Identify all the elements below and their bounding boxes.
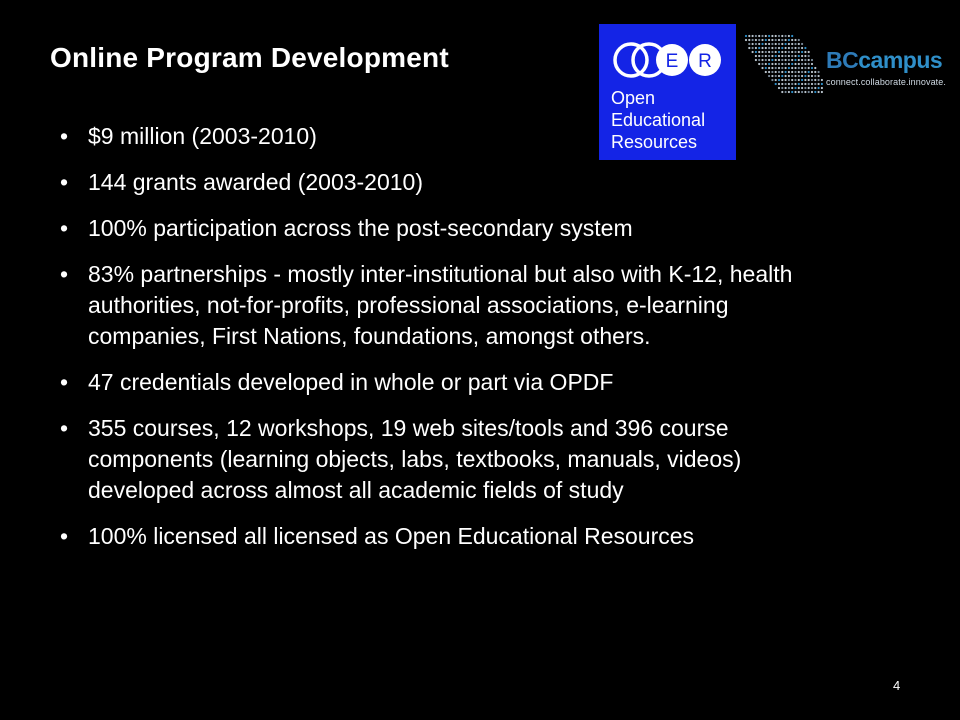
bullet-item <box>60 521 850 552</box>
bullet-dot: • <box>60 261 69 287</box>
bullet-text: 83% partnerships - mostly inter-institutional but also with K-12, health authorities, not-for-profits, professional associations, e-learning companies, First Nations, foundations, amongst others. <box>88 261 793 349</box>
oer-line-resources: Resources <box>611 132 698 152</box>
bullet-item <box>60 167 850 198</box>
bullet-item <box>60 367 850 398</box>
bullet-list <box>60 121 850 567</box>
bullet-dot: • <box>60 123 69 149</box>
bc-map-icon <box>744 34 824 96</box>
oer-line-educational: Educational <box>611 110 706 130</box>
bccampus-wordmark-bc: BC <box>826 47 859 73</box>
bullet-text: 355 courses, 12 workshops, 19 web sites/tools and 396 course components (learning objects, labs, textbooks, manuals, videos) developed across almost all academic fields of study <box>88 415 742 503</box>
bullet-text: 144 grants awarded (2003-2010) <box>88 169 424 195</box>
oer-line-open: Open <box>611 88 656 108</box>
bccampus-tagline: connect.collaborate.innovate. <box>826 77 946 87</box>
bullet-dot: • <box>60 169 69 195</box>
bullet-dot: • <box>60 215 69 241</box>
page-number: 4 <box>893 678 901 693</box>
oer-letter-r: R <box>698 51 712 72</box>
bullet-dot: • <box>60 369 69 395</box>
bullet-item <box>60 413 850 506</box>
bullet-dot: • <box>60 523 69 549</box>
bullet-item <box>60 121 850 152</box>
bullet-item <box>60 213 850 244</box>
bccampus-wordmark <box>826 47 942 74</box>
slide-title: Online Program Development <box>50 42 449 73</box>
oer-circles-icon <box>613 40 723 80</box>
bullet-text: 47 credentials developed in whole or part via OPDF <box>88 369 614 395</box>
bullet-text: 100% participation across the post-secondary system <box>88 215 633 241</box>
oer-letter-e: E <box>665 51 679 72</box>
bullet-dot: • <box>60 415 69 441</box>
bullet-text: 100% licensed all licensed as Open Educational Resources <box>88 523 695 549</box>
bullet-text: $9 million (2003-2010) <box>88 123 317 149</box>
bccampus-wordmark-campus: campus <box>858 47 943 73</box>
bullet-item <box>60 259 850 352</box>
